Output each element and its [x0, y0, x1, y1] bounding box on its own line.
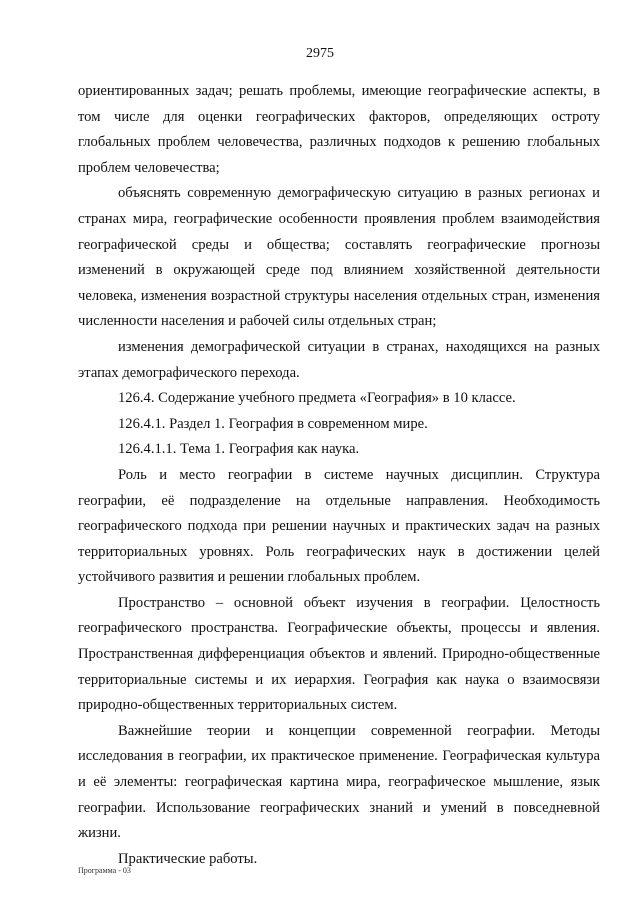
paragraph: ориентированных задач; решать проблемы, имеющие географические аспекты, в том числе для оценки географических факторов, определяющих остроту глобальных проблем человечества, различных подходов к решению глобальных проблем человечества;	[78, 83, 600, 176]
section-heading: 126.4.1.1. Тема 1. География как наука.	[118, 441, 360, 458]
document-body	[78, 79, 600, 872]
page-number: 2975	[306, 46, 334, 61]
paragraph: Важнейшие теории и концепции современной географии. Методы исследования в географии, их практическое применение. Географическая культура и её элементы: географическая картина мира, географическое мышление, язык географии. Использование географических знаний и умений в повседневной жизни.	[78, 722, 600, 842]
paragraph: изменения демографической ситуации в странах, находящихся на разных этапах демографического перехода.	[78, 338, 600, 381]
paragraph: Роль и место географии в системе научных дисциплин. Структура географии, её подразделение на отдельные направления. Необходимость географического подхода при решении научных и практических задач на разных территориальных уровнях. Роль географических наук в достижении целей устойчивого развития и решении глобальных проблем.	[78, 466, 600, 586]
footer: Программа - 03	[78, 866, 131, 875]
paragraph: объяснять современную демографическую ситуацию в разных регионах и странах мира, географические особенности проявления проблем взаимодействия географической среды и общества; составлять географические прогнозы изменений в окружающей среде под влиянием хозяйственной деятельности человека, изменения возрастной структуры населения отдельных стран, изменения численности населения и рабочей силы отдельных стран;	[78, 185, 600, 330]
section-heading: 126.4.1. Раздел 1. География в современном мире.	[118, 415, 428, 432]
section-heading: 126.4. Содержание учебного предмета «География» в 10 классе.	[118, 390, 516, 407]
paragraph: Практические работы.	[118, 850, 258, 867]
paragraph: Пространство – основной объект изучения в географии. Целостность географического пространства. Географические объекты, процессы и явления. Пространственная дифференциация объектов и явлений. Природно-общественные территориальные системы и их иерархия. География как наука о взаимосвязи природно-общественных территориальных систем.	[78, 594, 600, 714]
